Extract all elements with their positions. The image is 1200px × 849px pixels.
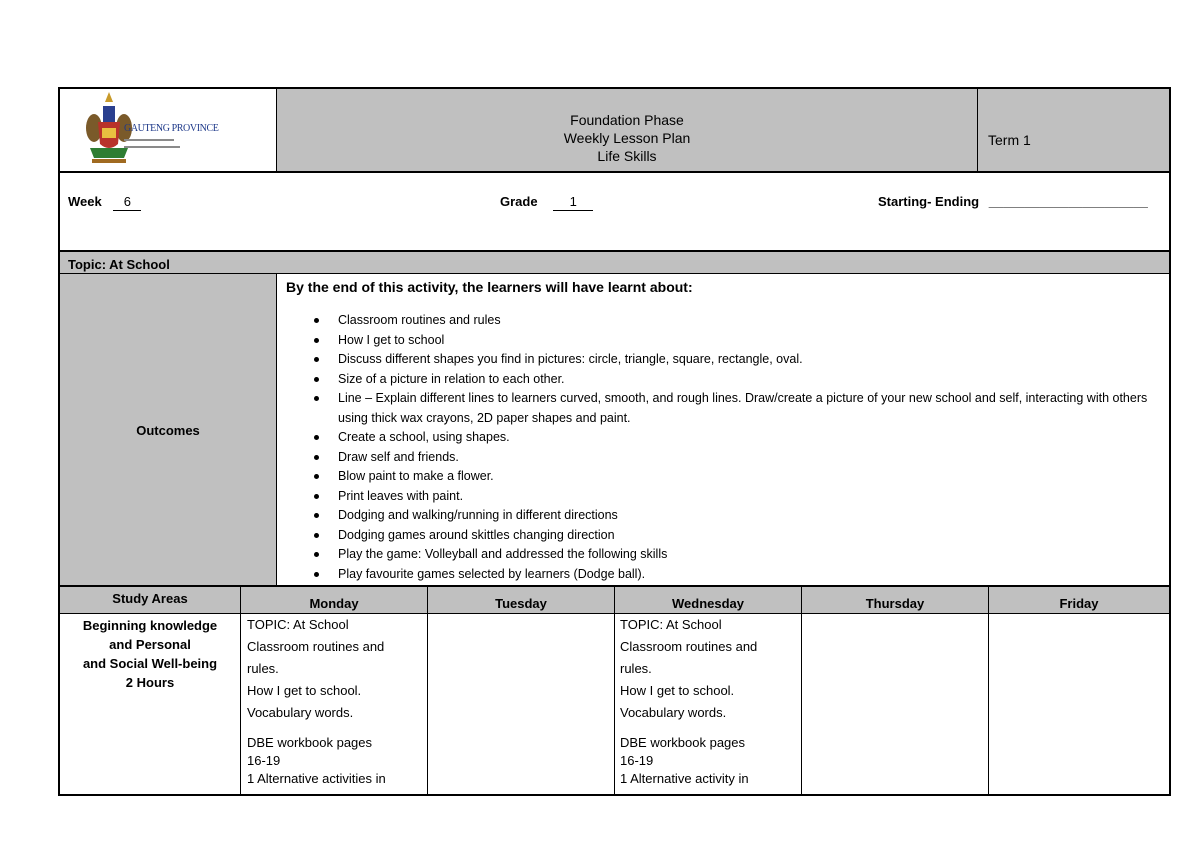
- list-item: Dodging games around skittles changing direction: [286, 526, 1169, 546]
- list-item: Create a school, using shapes.: [286, 428, 1169, 448]
- list-item: Line – Explain different lines to learners curved, smooth, and rough lines. Draw/create a picture of your new school and self, interacting with others using thick wax crayons, 2D paper shapes and paint.: [286, 389, 1169, 428]
- wednesday-cell: [620, 614, 798, 788]
- week-field: [68, 193, 141, 211]
- day-header-friday: Friday: [1059, 596, 1099, 611]
- logo-subline: [124, 139, 174, 141]
- study-areas-header: Study Areas: [112, 591, 188, 606]
- outcomes-label: Outcomes: [136, 423, 200, 438]
- wednesday-topic: TOPIC: At School Classroom routines and rules. How I get to school. Vocabulary words.: [620, 617, 758, 720]
- outcomes-content: [277, 274, 1169, 585]
- grade-label: Grade: [500, 194, 538, 209]
- header-row: [58, 87, 1171, 173]
- title-line-1: Foundation Phase: [570, 112, 684, 128]
- outcomes-label-cell: [60, 274, 276, 585]
- outcomes-intro: By the end of this activity, the learners will have learnt about:: [286, 279, 693, 295]
- day-header-tuesday: Tuesday: [495, 596, 547, 611]
- week-label: Week: [68, 194, 102, 209]
- day-header-wednesday: Wednesday: [671, 596, 744, 611]
- outcomes-row: [58, 274, 1171, 585]
- outcomes-list: [286, 311, 1169, 584]
- title-cell: [277, 89, 977, 171]
- starting-ending-value: ______________________: [988, 194, 1148, 209]
- study-area-cell: Beginning knowledge and Personal and Social Well-being 2 Hours: [82, 618, 218, 690]
- list-item: Dodging and walking/running in different directions: [286, 506, 1169, 526]
- wednesday-workbook: DBE workbook pages 16-19 1 Alternative activity in: [620, 735, 749, 786]
- monday-workbook: DBE workbook pages 16-19 1 Alternative activities in: [247, 735, 386, 786]
- grade-value: 1: [553, 193, 593, 211]
- topic-row: [58, 250, 1171, 274]
- day-header-thursday: Thursday: [865, 596, 925, 611]
- term-cell: [978, 89, 1169, 171]
- monday-topic: TOPIC: At School Classroom routines and rules. How I get to school. Vocabulary words.: [247, 617, 385, 720]
- term-label: Term 1: [988, 132, 1031, 148]
- starting-ending-field: [878, 193, 1148, 210]
- schedule-table: [58, 585, 1171, 796]
- starting-ending-label: Starting- Ending: [878, 194, 980, 209]
- list-item: Discuss different shapes you find in pictures: circle, triangle, square, rectangle, oval.: [286, 350, 1169, 370]
- title-line-3: Life Skills: [597, 148, 657, 164]
- topic-label: Topic: At School: [68, 257, 170, 272]
- list-item: Play favourite games selected by learners (Dodge ball).: [286, 565, 1169, 585]
- logo-cell: [60, 89, 276, 171]
- list-item: Size of a picture in relation to each other.: [286, 370, 1169, 390]
- title-line-2: Weekly Lesson Plan: [563, 130, 691, 146]
- day-header-monday: Monday: [309, 596, 359, 611]
- monday-cell: [247, 614, 425, 788]
- list-item: Classroom routines and rules: [286, 311, 1169, 331]
- list-item: Print leaves with paint.: [286, 487, 1169, 507]
- list-item: Blow paint to make a flower.: [286, 467, 1169, 487]
- logo-subline: [124, 146, 180, 148]
- grade-field: [500, 193, 593, 211]
- info-row: [58, 173, 1171, 250]
- list-item: Play the game: Volleyball and addressed the following skills: [286, 545, 1169, 565]
- list-item: How I get to school: [286, 331, 1169, 351]
- week-value: 6: [113, 193, 141, 211]
- list-item: Draw self and friends.: [286, 448, 1169, 468]
- logo-text: GAUTENG PROVINCE: [124, 123, 219, 134]
